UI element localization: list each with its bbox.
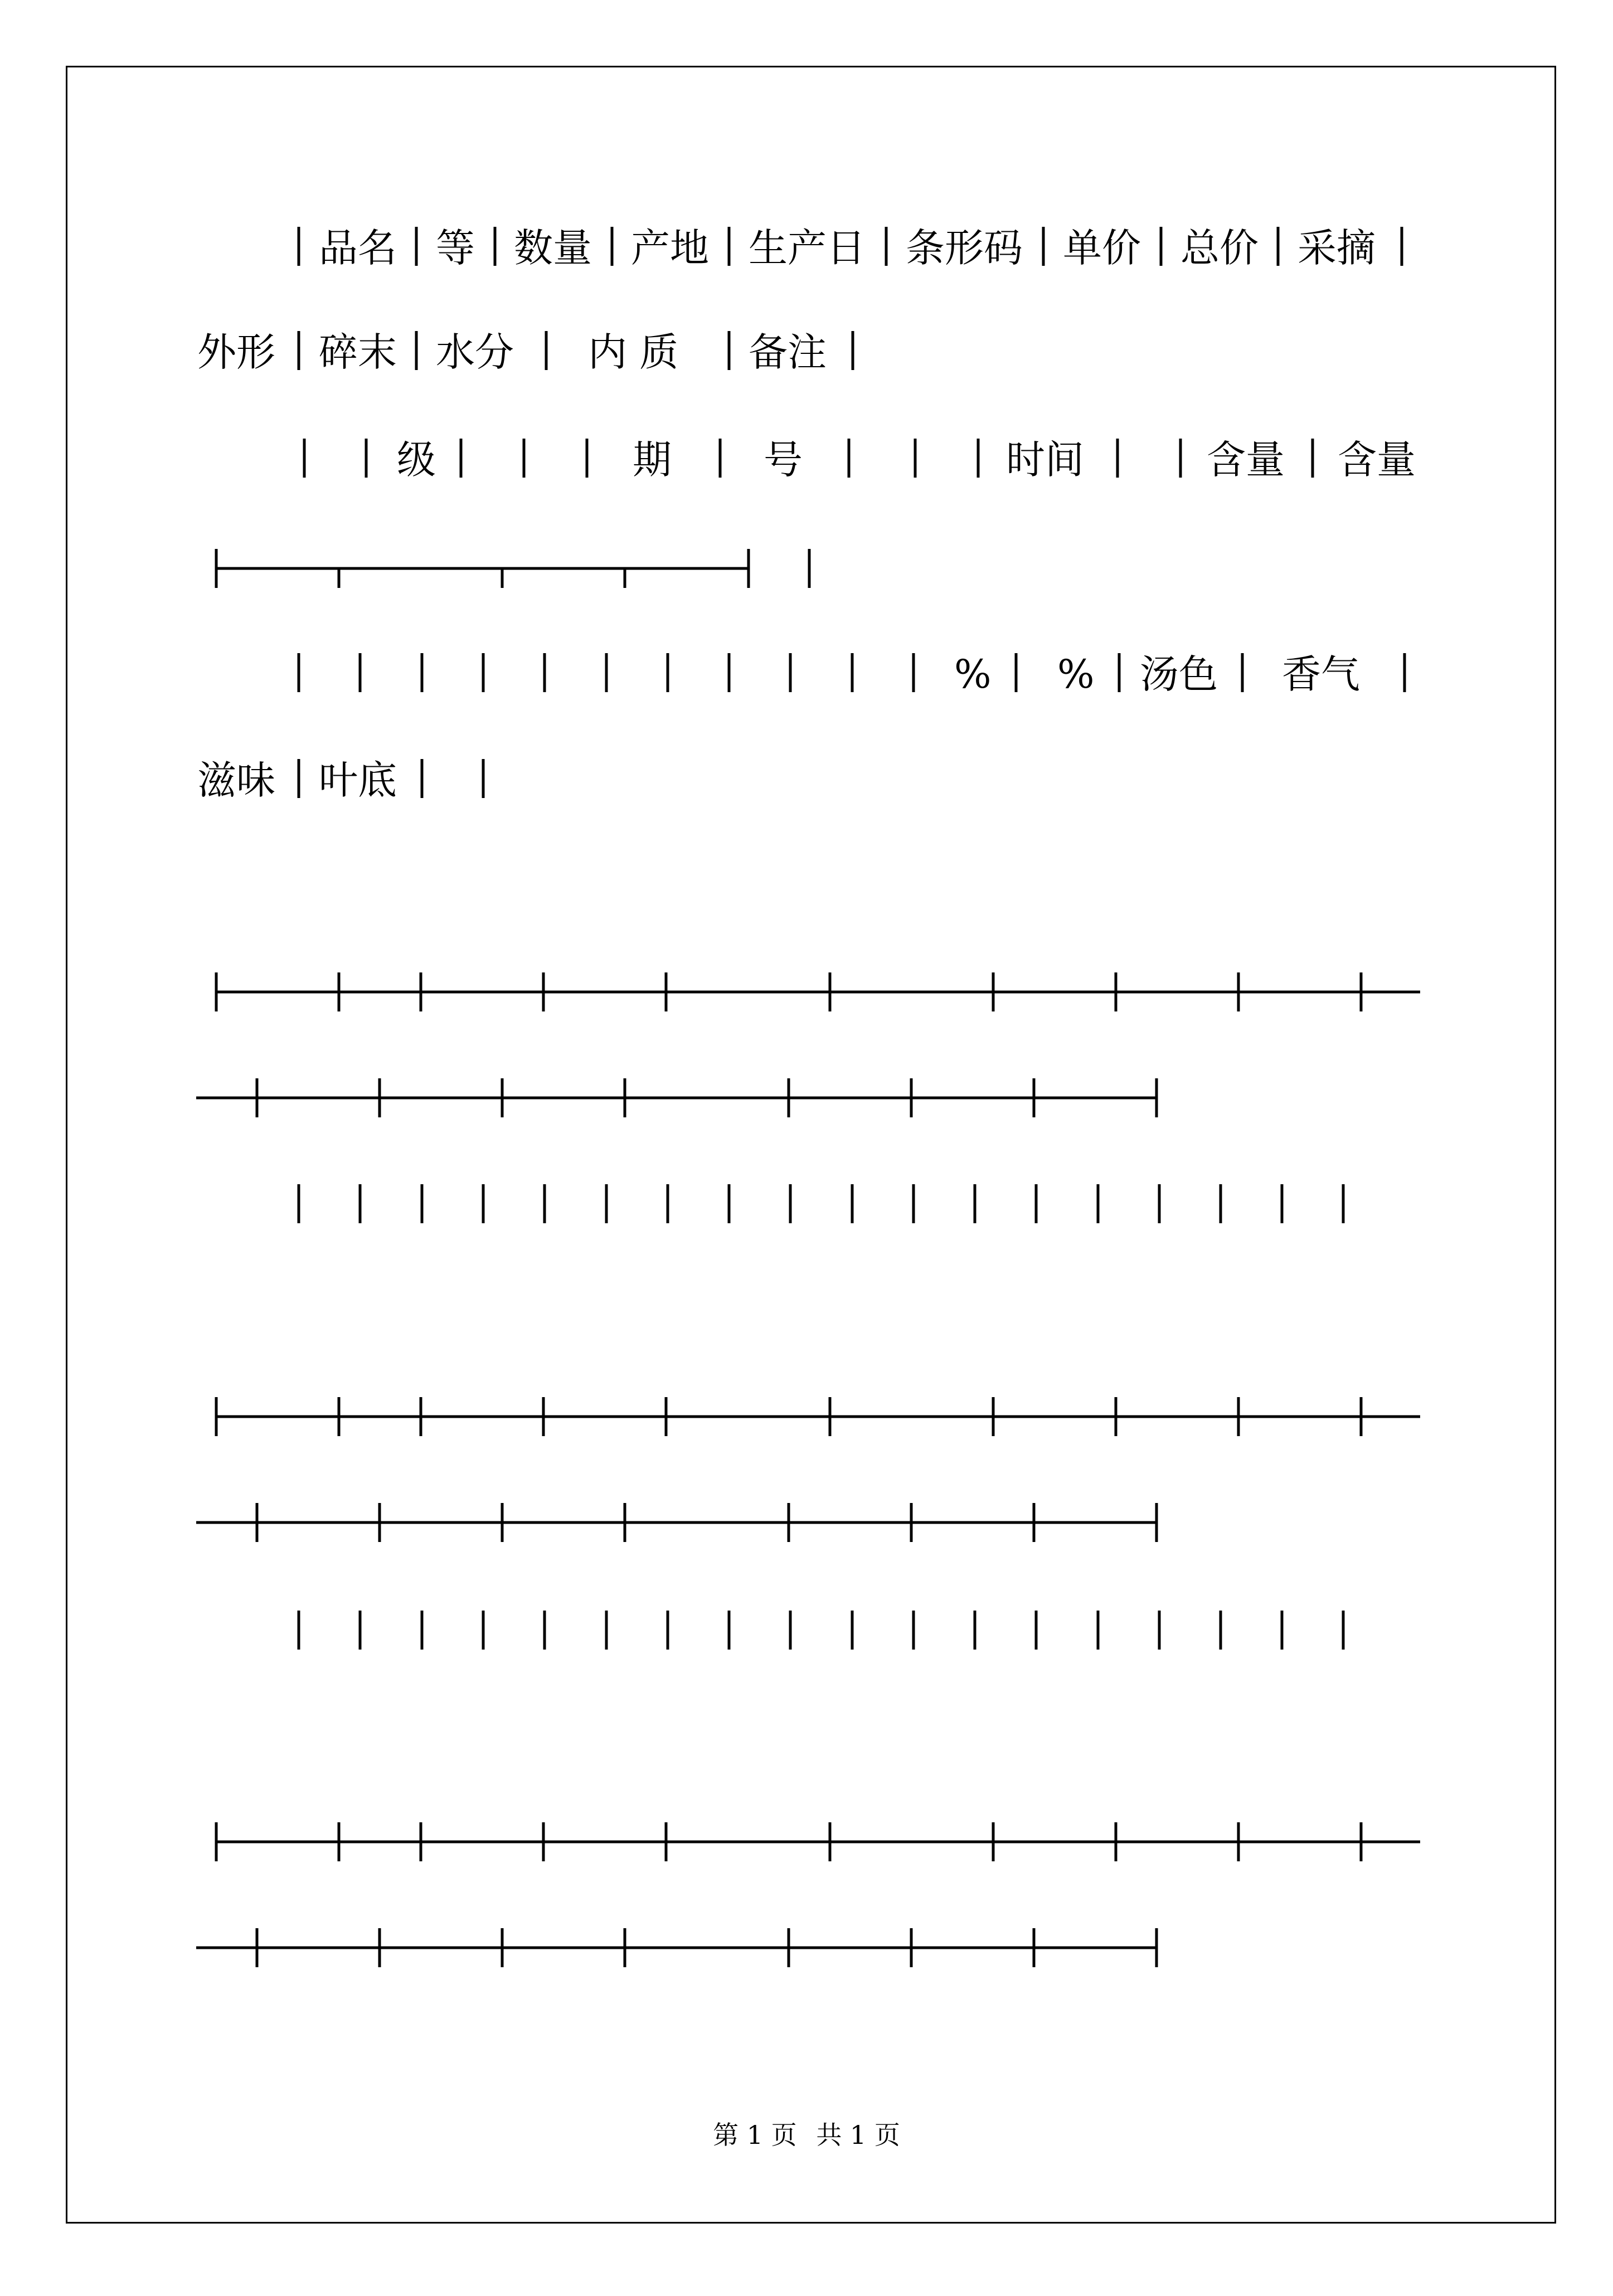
col-barcode: 条形码 bbox=[906, 225, 1023, 271]
col-unit-price: 单价 bbox=[1063, 225, 1141, 271]
col-content-1: 含量 bbox=[1207, 437, 1285, 483]
col-taste: 滋味 bbox=[197, 757, 275, 803]
horizontal-rule bbox=[0, 535, 1613, 602]
col-production-date: 生产日 bbox=[749, 225, 866, 271]
col-product-name: 品名 bbox=[319, 225, 397, 271]
col-content-2: 含量 bbox=[1338, 437, 1416, 483]
col-percent-1: % bbox=[954, 651, 992, 697]
col-appearance: 外形 bbox=[197, 329, 275, 375]
table-header-line-6 bbox=[0, 747, 1613, 814]
table-header-line-2 bbox=[0, 319, 1613, 386]
table-rule-line-4 bbox=[0, 535, 1613, 602]
col-grade: 等 bbox=[436, 225, 475, 271]
table-header-line-5 bbox=[0, 641, 1613, 708]
col-harvest: 采摘 bbox=[1298, 225, 1376, 271]
col-code-cont: 号 bbox=[764, 437, 803, 483]
col-broken-powder: 碎末 bbox=[319, 329, 397, 375]
col-origin: 产地 bbox=[631, 225, 709, 271]
col-date-cont: 期 bbox=[633, 437, 672, 483]
col-percent-2: % bbox=[1057, 651, 1095, 697]
table-header-line-3 bbox=[0, 426, 1613, 493]
col-time-cont: 时间 bbox=[1006, 437, 1084, 483]
col-remarks: 备注 bbox=[749, 329, 827, 375]
page-number: 第 1 页 bbox=[713, 2120, 797, 2150]
col-infused-leaf: 叶底 bbox=[319, 757, 397, 803]
col-total-price: 总价 bbox=[1180, 225, 1259, 271]
table-rules bbox=[0, 959, 1613, 2296]
col-liquor-color: 汤色 bbox=[1140, 651, 1218, 697]
page-footer bbox=[0, 2115, 1613, 2152]
col-grade-cont: 级 bbox=[397, 437, 436, 483]
column-separators bbox=[0, 641, 1613, 708]
table-header-line-1 bbox=[0, 215, 1613, 281]
col-moisture: 水分 bbox=[436, 329, 514, 375]
col-aroma: 香气 bbox=[1282, 651, 1360, 697]
page-total: 共 1 页 bbox=[816, 2120, 900, 2150]
col-quantity: 数量 bbox=[514, 225, 592, 271]
col-inner-quality: 内 质 bbox=[588, 329, 679, 375]
